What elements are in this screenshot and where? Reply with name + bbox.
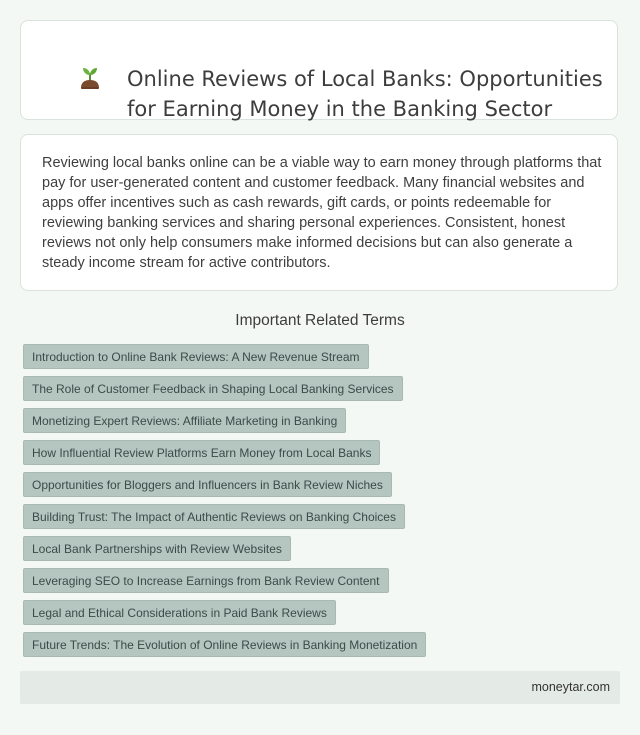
- site-name[interactable]: moneytar.com: [531, 680, 610, 694]
- sprout-icon: [75, 64, 105, 94]
- term-link-7[interactable]: Local Bank Partnerships with Review Websites: [23, 536, 291, 561]
- related-terms-list: [23, 344, 617, 664]
- footer-bar: [20, 671, 620, 704]
- related-terms-heading: Important Related Terms: [235, 312, 405, 329]
- term-link-2[interactable]: The Role of Customer Feedback in Shaping Local Banking Services: [23, 376, 403, 401]
- term-link-3[interactable]: Monetizing Expert Reviews: Affiliate Marketing in Banking: [23, 408, 346, 433]
- page-title: Online Reviews of Local Banks: Opportunities for Earning Money in the Banking Sector: [127, 67, 603, 121]
- term-link-6[interactable]: Building Trust: The Impact of Authentic Reviews on Banking Choices: [23, 504, 405, 529]
- intro-card: [20, 134, 618, 291]
- term-link-1[interactable]: Introduction to Online Bank Reviews: A New Revenue Stream: [23, 344, 369, 369]
- term-link-8[interactable]: Leveraging SEO to Increase Earnings from Bank Review Content: [23, 568, 389, 593]
- term-link-5[interactable]: Opportunities for Bloggers and Influencers in Bank Review Niches: [23, 472, 392, 497]
- intro-paragraph: Reviewing local banks online can be a viable way to earn money through platforms that pay for user-generated content and customer feedback. Many financial websites and apps offer incentives such as cash rewards, gift cards, or points redeemable for reviewing banking services and sharing personal experiences. Consistent, honest reviews not only help consumers make informed decisions but can also generate a steady income stream for active contributors.: [42, 155, 602, 271]
- header-card: [20, 20, 618, 120]
- term-link-10[interactable]: Future Trends: The Evolution of Online Reviews in Banking Monetization: [23, 632, 426, 657]
- term-link-9[interactable]: Legal and Ethical Considerations in Paid Bank Reviews: [23, 600, 336, 625]
- term-link-4[interactable]: How Influential Review Platforms Earn Money from Local Banks: [23, 440, 380, 465]
